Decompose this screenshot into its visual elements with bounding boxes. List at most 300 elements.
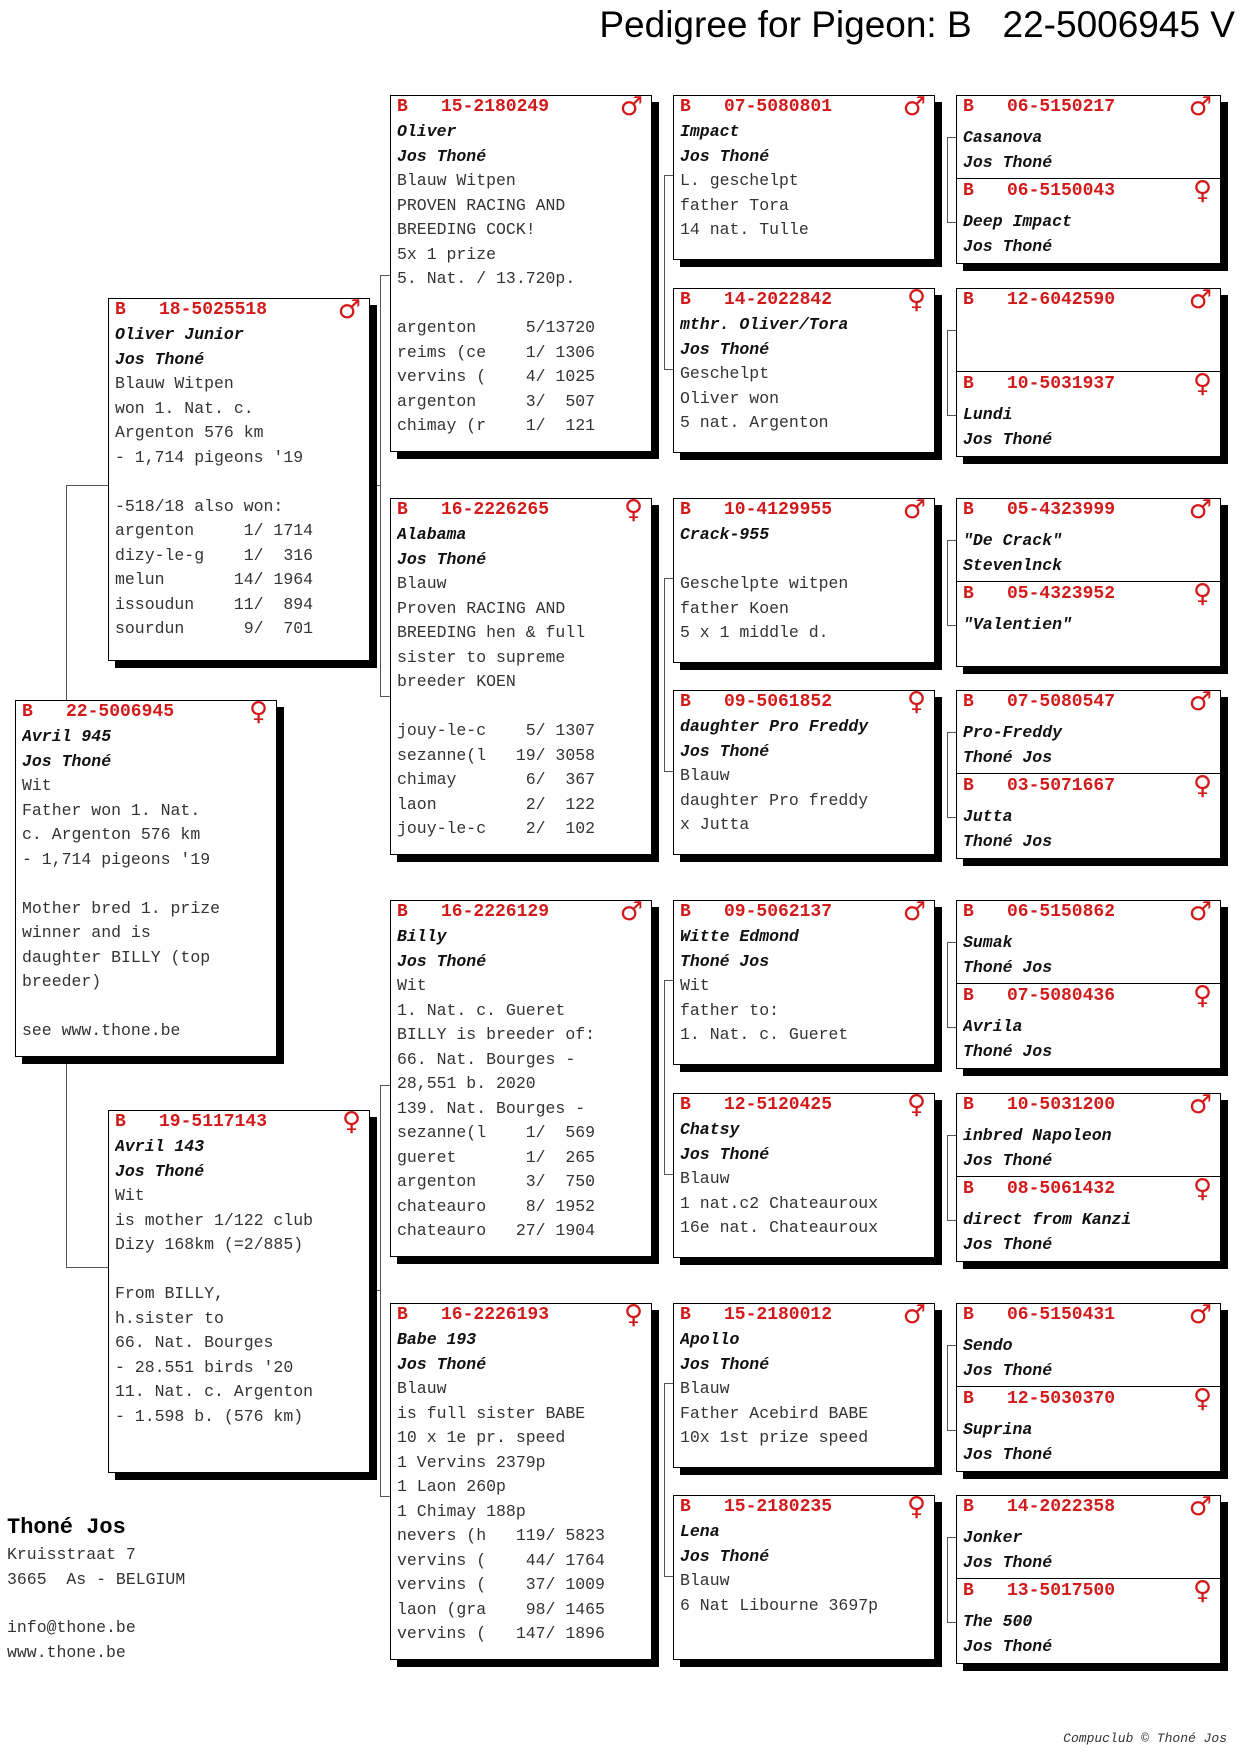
- male-symbol-icon: ♂: [902, 1300, 926, 1330]
- detail-line: Blauw Witpen: [397, 171, 516, 190]
- ring-header: [680, 92, 926, 122]
- detail-line: laon (gra 98/ 1465: [397, 1599, 605, 1619]
- owner-name: Jos Thoné: [963, 429, 1053, 449]
- detail-line: won 1. Nat. c.: [115, 398, 254, 418]
- detail-line: BREEDING COCK!: [397, 220, 536, 239]
- detail-line: - 28.551 birds '20: [115, 1357, 294, 1377]
- ring-number: 05-4323952: [1007, 584, 1116, 604]
- detail-line: 1. Nat. c. Gueret: [680, 1025, 849, 1044]
- country-code: B: [963, 1095, 974, 1115]
- sire-card[interactable]: [108, 295, 370, 661]
- grandparent-card[interactable]: [390, 92, 652, 452]
- owner-name: Jos Thoné: [680, 146, 770, 166]
- great-great-grandparents-pair: [956, 687, 1221, 859]
- ring-header: [963, 1174, 1212, 1204]
- ring-number: 14-2022358: [1007, 1497, 1116, 1517]
- male-symbol-icon: ♂: [1188, 897, 1212, 927]
- pigeon-name: mthr. Oliver/Tora: [680, 315, 849, 334]
- pigeon-name: Oliver: [397, 122, 457, 141]
- detail-line: [115, 470, 365, 495]
- subject-pigeon-card[interactable]: [15, 697, 277, 1057]
- pair-divider: [957, 1176, 1220, 1177]
- ring-header: [680, 285, 926, 315]
- country-code: B: [963, 97, 974, 117]
- country-code: B: [680, 1095, 691, 1115]
- detail-line: L. geschelpt: [680, 171, 799, 190]
- country-code: B: [397, 97, 408, 117]
- owner-name: Jos Thoné: [963, 1360, 1053, 1380]
- pigeon-name: Jutta: [963, 807, 1013, 826]
- ring-number: 15-2180249: [441, 97, 550, 117]
- detail-line: 14 nat. Tulle: [680, 220, 809, 239]
- owner-name: Jos Thoné: [680, 741, 770, 761]
- pigeon-details: [963, 1015, 1216, 1064]
- great-grandparent-card[interactable]: [673, 495, 935, 663]
- gen5-hen-card[interactable]: [957, 981, 1220, 1069]
- pigeon-details: [397, 120, 647, 439]
- ring-number: 12-5120425: [724, 1095, 833, 1115]
- country-code: B: [963, 1305, 974, 1325]
- detail-line: 1 Vervins 2379p: [397, 1452, 546, 1472]
- gen5-cock-card[interactable]: [957, 92, 1220, 180]
- connector-line: [66, 485, 109, 701]
- pigeon-name: direct from Kanzi: [963, 1210, 1132, 1229]
- pigeon-name: Chatsy: [680, 1120, 740, 1139]
- ring-header: [963, 687, 1212, 717]
- great-grandparent-card[interactable]: [673, 1300, 935, 1468]
- ring-header: [397, 897, 643, 927]
- male-symbol-icon: ♂: [1188, 92, 1212, 122]
- detail-line: h.sister to: [115, 1308, 224, 1328]
- country-code: B: [963, 1179, 974, 1199]
- great-great-grandparents-pair: [956, 495, 1221, 667]
- detail-line: Father won 1. Nat.: [22, 800, 201, 820]
- gen5-cock-card[interactable]: [957, 285, 1220, 373]
- gen5-hen-card[interactable]: [957, 1576, 1220, 1664]
- detail-line: chateauro 27/ 1904: [397, 1221, 596, 1240]
- owner-name: Stevenlnck: [963, 555, 1063, 575]
- male-symbol-icon: ♂: [1188, 285, 1212, 315]
- ring-number: 07-5080547: [1007, 692, 1116, 712]
- owner-name: Jos Thoné: [963, 1636, 1053, 1656]
- pigeon-name: Casanova: [963, 128, 1043, 147]
- pigeon-details: [397, 925, 647, 1244]
- detail-line: 5 x 1 middle d.: [680, 623, 829, 642]
- detail-line: chimay 6/ 367: [397, 770, 596, 789]
- ring-number: 16-2226193: [441, 1305, 550, 1325]
- detail-line: Blauw: [397, 574, 447, 593]
- country-code: B: [22, 702, 33, 722]
- ring-header: [963, 771, 1212, 801]
- dam-card[interactable]: [108, 1107, 370, 1473]
- female-symbol-icon: ♀: [906, 1090, 926, 1120]
- pigeon-details: [963, 1124, 1216, 1173]
- pigeon-details: [680, 1118, 930, 1241]
- pigeon-name: Crack-955: [680, 525, 770, 544]
- detail-line: 66. Nat. Bourges -: [397, 1049, 576, 1069]
- great-grandparent-card[interactable]: [673, 285, 935, 453]
- detail-line: melun 14/ 1964: [115, 570, 314, 589]
- ring-number: 12-6042590: [1007, 290, 1116, 310]
- pigeon-details: [115, 323, 365, 642]
- country-code: B: [680, 1305, 691, 1325]
- detail-line: From BILLY,: [115, 1284, 224, 1303]
- country-code: B: [963, 290, 974, 310]
- owner-name: Thoné Jos: [963, 957, 1053, 977]
- ring-number: 12-5030370: [1007, 1389, 1116, 1409]
- pigeon-name: Oliver Junior: [115, 325, 244, 344]
- detail-line: c. Argenton 576 km: [22, 825, 201, 844]
- ring-number: 06-5150431: [1007, 1305, 1116, 1325]
- pigeon-name: Suprina: [963, 1420, 1033, 1439]
- pigeon-name: Avril 945: [22, 727, 112, 746]
- great-grandparent-card[interactable]: [673, 1090, 935, 1258]
- pigeon-name: Impact: [680, 122, 740, 141]
- detail-line: jouy-le-c 5/ 1307: [397, 721, 596, 740]
- footer-copyright: Compuclub © Thoné Jos: [1063, 1731, 1227, 1746]
- owner-name: [963, 638, 1216, 663]
- ring-header: [680, 495, 926, 525]
- detail-line: sezanne(l 19/ 3058: [397, 745, 596, 765]
- ring-header: [22, 697, 268, 727]
- gen5-hen-card[interactable]: [957, 369, 1220, 457]
- detail-line: argenton 3/ 507: [397, 391, 596, 411]
- ring-header: [963, 369, 1212, 399]
- female-symbol-icon: ♀: [906, 687, 926, 717]
- detail-line: issoudun 11/ 894: [115, 594, 314, 614]
- detail-line: sourdun 9/ 701: [115, 619, 314, 638]
- pigeon-name: Sumak: [963, 933, 1013, 952]
- owner-website[interactable]: www.thone.be: [7, 1642, 126, 1662]
- ring-header: [115, 295, 361, 325]
- gen5-cock-card[interactable]: [957, 1300, 1220, 1388]
- country-code: B: [680, 97, 691, 117]
- detail-line: argenton 3/ 750: [397, 1172, 596, 1191]
- ring-header: [963, 1090, 1212, 1120]
- detail-line: vervins ( 4/ 1025: [397, 367, 596, 386]
- female-symbol-icon: ♀: [623, 495, 643, 525]
- owner-email[interactable]: info@thone.be: [7, 1618, 136, 1637]
- ring-number: 10-5031200: [1007, 1095, 1116, 1115]
- detail-line: 6 Nat Libourne 3697p: [680, 1595, 879, 1615]
- owner-address-street: Kruisstraat 7: [7, 1545, 136, 1564]
- detail-line: 139. Nat. Bourges -: [397, 1098, 586, 1118]
- detail-line: Wit: [680, 976, 710, 995]
- great-great-grandparents-pair: [956, 1300, 1221, 1472]
- connector-line: [66, 1057, 109, 1268]
- owner-name: Jos Thoné: [680, 1354, 770, 1374]
- pigeon-details: [115, 1135, 365, 1429]
- country-code: B: [963, 181, 974, 201]
- detail-line: Wit: [22, 776, 52, 795]
- pigeon-name: Jonker: [963, 1528, 1023, 1547]
- detail-line: Mother bred 1. prize: [22, 898, 221, 918]
- owner-name: Jos Thoné: [397, 146, 487, 166]
- owner-name: Jos Thoné: [680, 1546, 770, 1566]
- male-symbol-icon: ♂: [1188, 1492, 1212, 1522]
- detail-line: 5. Nat. / 13.720p.: [397, 269, 576, 288]
- country-code: B: [680, 1497, 691, 1517]
- ring-header: [963, 285, 1212, 315]
- detail-line: father Tora: [680, 195, 789, 215]
- owner-name: Thoné Jos: [680, 951, 770, 971]
- detail-line: chimay (r 1/ 121: [397, 416, 596, 435]
- country-code: B: [963, 692, 974, 712]
- owner-name: Jos Thoné: [963, 1552, 1053, 1572]
- gen5-cock-card[interactable]: [957, 897, 1220, 985]
- male-symbol-icon: ♂: [1188, 1090, 1212, 1120]
- gen5-cock-card[interactable]: [957, 1492, 1220, 1580]
- detail-line: PROVEN RACING AND: [397, 195, 566, 215]
- gen5-hen-card[interactable]: [957, 1384, 1220, 1472]
- female-symbol-icon: ♀: [906, 1492, 926, 1522]
- owner-name: Jos Thoné: [680, 1144, 770, 1164]
- ring-header: [963, 495, 1212, 525]
- detail-line: 16e nat. Chateauroux: [680, 1218, 879, 1237]
- detail-line: [22, 872, 272, 897]
- detail-line: Blauw: [680, 1571, 730, 1590]
- owner-name: Thoné Jos: [963, 1041, 1053, 1061]
- great-grandparent-card[interactable]: [673, 1492, 935, 1660]
- great-grandparent-card[interactable]: [673, 92, 935, 260]
- ring-header: [397, 92, 643, 122]
- country-code: B: [963, 374, 974, 394]
- detail-line: 28,551 b. 2020: [397, 1074, 536, 1093]
- female-symbol-icon: ♀: [248, 697, 268, 727]
- ring-number: 08-5061432: [1007, 1179, 1116, 1199]
- pair-divider: [957, 581, 1220, 582]
- pigeon-details: [963, 931, 1216, 980]
- detail-line: sister to supreme: [397, 647, 566, 667]
- female-symbol-icon: ♀: [1192, 176, 1212, 206]
- female-symbol-icon: ♀: [1192, 1384, 1212, 1414]
- detail-line: 66. Nat. Bourges: [115, 1333, 274, 1352]
- country-code: B: [397, 1305, 408, 1325]
- ring-number: 09-5062137: [724, 902, 833, 922]
- ring-header: [963, 1300, 1212, 1330]
- owner-address-city: 3665 As - BELGIUM: [7, 1569, 186, 1589]
- ring-header: [963, 176, 1212, 206]
- owner-name: Jos Thoné: [963, 152, 1053, 172]
- ring-header: [963, 897, 1212, 927]
- detail-line: Geschelpte witpen: [680, 574, 849, 593]
- detail-line: breeder): [22, 972, 102, 991]
- country-code: B: [963, 1497, 974, 1517]
- detail-line: BILLY is breeder of:: [397, 1025, 596, 1044]
- country-code: B: [115, 300, 126, 320]
- detail-line: 10x 1st prize speed: [680, 1428, 869, 1447]
- detail-line: reims (ce 1/ 1306: [397, 342, 596, 362]
- pigeon-name: Sendo: [963, 1336, 1013, 1355]
- detail-line: vervins ( 44/ 1764: [397, 1550, 605, 1570]
- pigeon-name: Alabama: [397, 525, 467, 544]
- detail-line: [397, 695, 647, 720]
- pigeon-details: [963, 805, 1216, 854]
- ring-header: [680, 1492, 926, 1522]
- pigeon-details: [397, 523, 647, 842]
- pigeon-name: Avril 143: [115, 1137, 205, 1156]
- gen5-cock-card[interactable]: [957, 495, 1220, 583]
- gen5-hen-card[interactable]: [957, 176, 1220, 264]
- country-code: B: [963, 1581, 974, 1601]
- detail-line: daughter Pro freddy: [680, 790, 869, 810]
- pigeon-name: "De Crack": [963, 531, 1063, 550]
- pigeon-details: [22, 725, 272, 1044]
- country-code: B: [680, 290, 691, 310]
- female-symbol-icon: ♀: [1192, 981, 1212, 1011]
- detail-line: [22, 995, 272, 1020]
- detail-line: dizy-le-g 1/ 316: [115, 545, 314, 565]
- gen5-cock-card[interactable]: [957, 687, 1220, 775]
- detail-line: Father Acebird BABE: [680, 1403, 869, 1423]
- connector-line: [370, 1290, 380, 1291]
- ring-header: [397, 1300, 643, 1330]
- grandparent-card[interactable]: [390, 495, 652, 855]
- detail-line: Oliver won: [680, 388, 780, 408]
- gen5-hen-card[interactable]: [957, 771, 1220, 859]
- ring-number: 15-2180235: [724, 1497, 833, 1517]
- ring-number: 14-2022842: [724, 290, 833, 310]
- country-code: B: [680, 500, 691, 520]
- pigeon-name: inbred Napoleon: [963, 1126, 1112, 1145]
- detail-line: see www.thone.be: [22, 1021, 181, 1040]
- ring-number: 05-4323999: [1007, 500, 1116, 520]
- country-code: B: [963, 584, 974, 604]
- gen5-hen-card[interactable]: [957, 579, 1220, 667]
- detail-line: Blauw Witpen: [115, 374, 234, 393]
- ring-number: 07-5080801: [724, 97, 833, 117]
- detail-line: is full sister BABE: [397, 1403, 586, 1423]
- detail-line: vervins ( 147/ 1896: [397, 1624, 605, 1643]
- pair-divider: [957, 178, 1220, 179]
- detail-line: chateauro 8/ 1952: [397, 1196, 596, 1216]
- great-great-grandparents-pair: [956, 92, 1221, 264]
- female-symbol-icon: ♀: [341, 1107, 361, 1137]
- pigeon-name: daughter Pro Freddy: [680, 717, 869, 736]
- detail-line: Blauw: [680, 1379, 730, 1398]
- detail-line: Dizy 168km (=2/885): [115, 1235, 304, 1254]
- connector-line: [370, 485, 380, 486]
- male-symbol-icon: ♂: [902, 897, 926, 927]
- pigeon-details: [680, 715, 930, 838]
- detail-line: 11. Nat. c. Argenton: [115, 1382, 314, 1401]
- pigeon-details: [963, 403, 1216, 452]
- country-code: B: [963, 1389, 974, 1409]
- detail-line: argenton 1/ 1714: [115, 521, 314, 540]
- grandparent-card[interactable]: [390, 1300, 652, 1660]
- detail-line: winner and is: [22, 923, 151, 942]
- ring-number: 15-2180012: [724, 1305, 833, 1325]
- great-grandparent-card[interactable]: [673, 687, 935, 855]
- owner-name: Jos Thoné: [963, 1444, 1053, 1464]
- detail-line: jouy-le-c 2/ 102: [397, 819, 596, 838]
- ring-number: 18-5025518: [159, 300, 268, 320]
- detail-line: father Koen: [680, 598, 789, 618]
- pigeon-details: [680, 925, 930, 1048]
- male-symbol-icon: ♂: [619, 92, 643, 122]
- pigeon-details: [963, 613, 1216, 662]
- detail-line: - 1,714 pigeons '19: [115, 447, 304, 467]
- pair-divider: [957, 773, 1220, 774]
- owner-name: Thoné Jos: [7, 1515, 126, 1540]
- owner-block: [7, 1513, 185, 1665]
- detail-line: [680, 548, 930, 573]
- ring-header: [680, 897, 926, 927]
- pigeon-details: [680, 120, 930, 243]
- detail-line: gueret 1/ 265: [397, 1147, 596, 1167]
- ring-number: 06-5150217: [1007, 97, 1116, 117]
- country-code: B: [963, 902, 974, 922]
- ring-number: 07-5080436: [1007, 986, 1116, 1006]
- ring-number: 09-5061852: [724, 692, 833, 712]
- gen5-cock-card[interactable]: [957, 1090, 1220, 1178]
- country-code: B: [963, 986, 974, 1006]
- pigeon-name: Pro-Freddy: [963, 723, 1063, 742]
- ring-number: 06-5150862: [1007, 902, 1116, 922]
- male-symbol-icon: ♂: [902, 495, 926, 525]
- ring-number: 10-5031937: [1007, 374, 1116, 394]
- country-code: B: [963, 500, 974, 520]
- pigeon-details: [963, 529, 1216, 578]
- pigeon-details: [680, 523, 930, 646]
- pigeon-details: [963, 1334, 1216, 1383]
- owner-name: Thoné Jos: [963, 831, 1053, 851]
- ring-number: 16-2226129: [441, 902, 550, 922]
- detail-line: Wit: [115, 1186, 145, 1205]
- ring-number: 22-5006945: [66, 702, 175, 722]
- detail-line: Blauw: [680, 766, 730, 785]
- gen5-hen-card[interactable]: [957, 1174, 1220, 1262]
- detail-line: 5x 1 prize: [397, 244, 497, 264]
- male-symbol-icon: ♂: [1188, 687, 1212, 717]
- detail-line: nevers (h 119/ 5823: [397, 1526, 605, 1545]
- grandparent-card[interactable]: [390, 897, 652, 1257]
- detail-line: Wit: [397, 976, 427, 995]
- pair-divider: [957, 371, 1220, 372]
- detail-line: 1 Laon 260p: [397, 1477, 506, 1496]
- owner-name: Jos Thoné: [397, 1354, 487, 1374]
- ring-number: 10-4129955: [724, 500, 833, 520]
- ring-header: [963, 579, 1212, 609]
- female-symbol-icon: ♀: [1192, 369, 1212, 399]
- detail-line: 10 x 1e pr. speed: [397, 1428, 566, 1447]
- pigeon-details: [680, 313, 930, 436]
- detail-line: breeder KOEN: [397, 672, 516, 691]
- owner-name: Jos Thoné: [115, 1161, 205, 1181]
- owner-name: Jos Thoné: [397, 951, 487, 971]
- female-symbol-icon: ♀: [1192, 1174, 1212, 1204]
- female-symbol-icon: ♀: [1192, 1576, 1212, 1606]
- detail-line: daughter BILLY (top: [22, 947, 211, 967]
- ring-number: 06-5150043: [1007, 181, 1116, 201]
- female-symbol-icon: ♀: [1192, 771, 1212, 801]
- detail-line: 5 nat. Argenton: [680, 413, 829, 432]
- female-symbol-icon: ♀: [906, 285, 926, 315]
- detail-line: Blauw: [680, 1169, 730, 1188]
- country-code: B: [115, 1112, 126, 1132]
- ring-header: [680, 1300, 926, 1330]
- great-grandparent-card[interactable]: [673, 897, 935, 1065]
- ring-header: [680, 1090, 926, 1120]
- ring-header: [963, 1492, 1212, 1522]
- detail-line: -518/18 also won:: [115, 496, 284, 516]
- ring-header: [397, 495, 643, 525]
- ring-number: 16-2226265: [441, 500, 550, 520]
- ring-header: [963, 1384, 1212, 1414]
- pigeon-name: Deep Impact: [963, 212, 1072, 231]
- ring-number: 13-5017500: [1007, 1581, 1116, 1601]
- male-symbol-icon: ♂: [1188, 495, 1212, 525]
